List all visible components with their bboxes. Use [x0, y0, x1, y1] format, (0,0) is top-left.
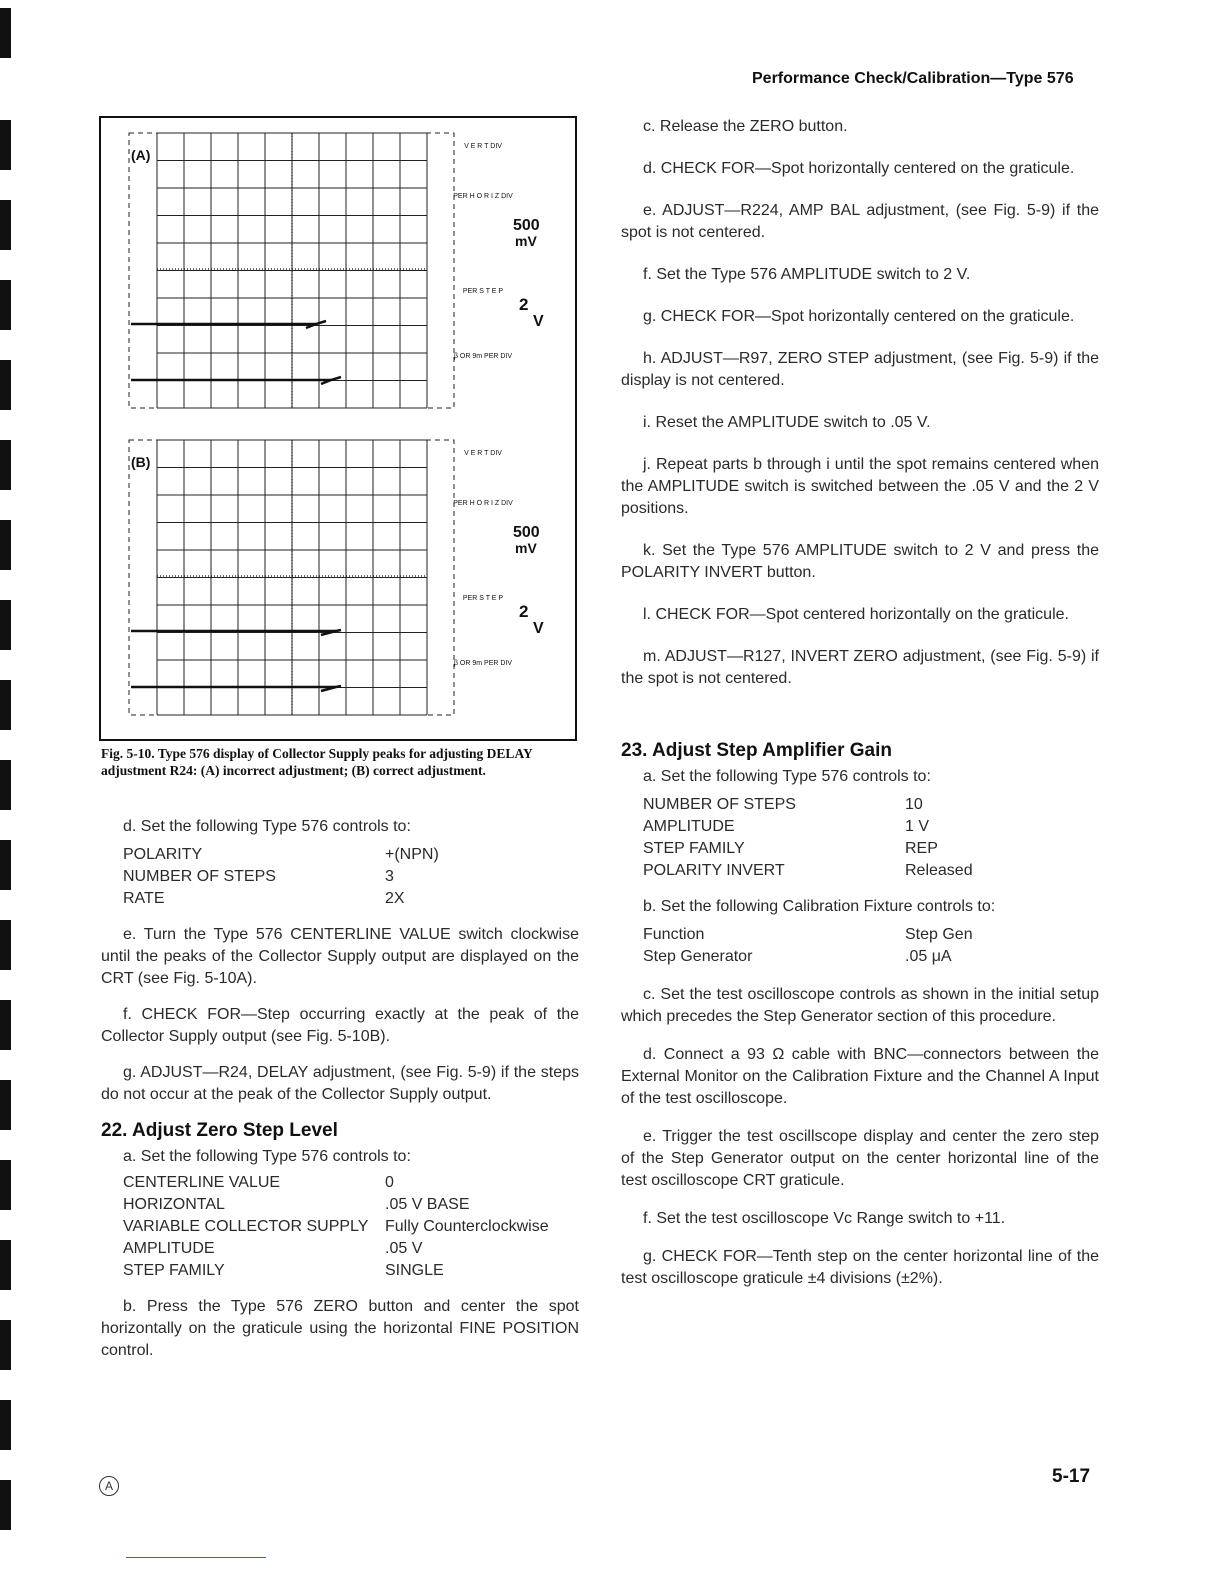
section-23-heading: 23. Adjust Step Amplifier Gain	[621, 740, 892, 761]
control-row	[643, 924, 973, 946]
binding-mark	[0, 200, 11, 250]
control-value: .05 V BASE	[385, 1196, 470, 1213]
step-a: a. Set the following Type 576 controls to:	[643, 768, 931, 785]
control-name: POLARITY	[123, 846, 203, 863]
vert-label: V E R T DIV	[464, 143, 502, 150]
binding-mark	[0, 120, 11, 170]
binding-mark	[0, 1160, 11, 1210]
control-value: 3	[385, 868, 394, 885]
readout-b	[453, 450, 544, 667]
section-22-heading: 22. Adjust Zero Step Level	[101, 1120, 338, 1141]
control-row	[643, 946, 973, 968]
binding-mark	[0, 1240, 11, 1290]
figure	[99, 116, 577, 741]
binding-mark	[0, 440, 11, 490]
control-row	[123, 844, 439, 866]
step-c: c. Release the ZERO button.	[643, 118, 848, 135]
step-f: f. CHECK FOR—Step occurring exactly at the peak of the Collector Supply output (see Fig. 5-10B).	[101, 1006, 579, 1045]
right-column	[621, 116, 1099, 1290]
control-row	[643, 838, 973, 860]
control-row	[123, 1216, 549, 1238]
horiz-value: 500	[513, 524, 540, 541]
readout-a	[453, 143, 544, 360]
binding-mark	[0, 360, 11, 410]
control-row	[643, 860, 973, 882]
control-value: 10	[905, 796, 923, 813]
step-j: j. Repeat parts b through i until the spot remains centered when the AMPLITUDE switch is switched between the .05 V and the 2 V positions.	[621, 456, 1099, 517]
binding-mark	[0, 840, 11, 890]
binding-mark	[0, 600, 11, 650]
control-row	[123, 1238, 549, 1260]
step-d: d. Connect a 93 Ω cable with BNC—connectors between the External Monitor on the Calibration Fixture and the Channel A Input of the test oscilloscope.	[621, 1046, 1099, 1107]
control-name: STEP FAMILY	[643, 840, 745, 857]
control-value: Released	[905, 862, 973, 879]
graticule-grid-b	[157, 440, 427, 715]
binding-mark	[0, 1480, 11, 1530]
step-f: f. Set the Type 576 AMPLITUDE switch to 2 V.	[643, 266, 971, 283]
horiz-unit: mV	[515, 233, 537, 249]
control-value: 2X	[385, 890, 405, 907]
left-column	[101, 816, 579, 1362]
step-f: f. Set the test oscilloscope Vc Range switch to +11.	[643, 1210, 1006, 1227]
step-d: d. Set the following Type 576 controls to:	[123, 818, 411, 835]
step-label: PER S T E P	[462, 288, 504, 295]
step-m: m. ADJUST—R127, INVERT ZERO adjustment, (see Fig. 5-9) if the spot is not centered.	[621, 648, 1099, 687]
horiz-label: PER H O R I Z DIV	[453, 500, 513, 507]
step-value: 2	[519, 295, 529, 314]
step-b: b. Press the Type 576 ZERO button and center the spot horizontally on the graticule using the horizontal FINE POSITION control.	[101, 1298, 579, 1359]
step-d: d. CHECK FOR—Spot horizontally centered on the graticule.	[643, 160, 1075, 177]
control-row	[643, 794, 973, 816]
graticule-grid-a	[157, 133, 427, 408]
control-name: CENTERLINE VALUE	[123, 1174, 281, 1191]
binding-mark	[0, 760, 11, 810]
step-g: g. ADJUST—R24, DELAY adjustment, (see Fig. 5-9) if the steps do not occur at the peak of the Collector Supply output.	[101, 1064, 579, 1103]
horiz-unit: mV	[515, 540, 537, 556]
control-value: REP	[905, 840, 938, 857]
control-name: HORIZONTAL	[123, 1196, 225, 1213]
step-unit: V	[533, 620, 544, 637]
page-number: 5-17	[1052, 1466, 1091, 1487]
step-c: c. Set the test oscilloscope controls as shown in the initial setup which precedes the Step Generator section of this procedure.	[621, 986, 1099, 1025]
bottom-rule	[126, 1557, 266, 1558]
control-value: .05 μA	[905, 948, 952, 965]
step-value: 2	[519, 602, 529, 621]
controls-table-d	[123, 844, 439, 910]
page-header: Performance Check/Calibration—Type 576	[752, 70, 1074, 87]
control-value: 1 V	[905, 818, 930, 835]
step-i: i. Reset the AMPLITUDE switch to .05 V.	[643, 414, 931, 431]
control-row	[123, 1194, 549, 1216]
control-name: STEP FAMILY	[123, 1262, 225, 1279]
figure-caption: Fig. 5-10. Type 576 display of Collector Supply peaks for adjusting DELAY adjustment R24: (A) incorrect adjustment; (B) correct adjustment.	[101, 746, 533, 778]
step-e: e. Turn the Type 576 CENTERLINE VALUE switch clockwise until the peaks of the Collector Supply output are displayed on the CRT (see Fig. 5-10A).	[101, 926, 579, 987]
binding-mark	[0, 1000, 11, 1050]
step-unit: V	[533, 313, 544, 330]
control-value: +(NPN)	[385, 846, 439, 863]
step-e: e. Trigger the test oscillscope display and center the zero step of the Step Generator output on the center horizontal line of the test oscilloscope CRT graticule.	[621, 1128, 1099, 1189]
control-value: 0	[385, 1174, 394, 1191]
binding-mark	[0, 280, 11, 330]
controls-table-23b	[643, 924, 973, 968]
display-a-label: (A)	[131, 147, 151, 163]
control-name: Function	[643, 926, 705, 943]
control-row	[123, 888, 439, 910]
binding-mark	[0, 920, 11, 970]
binding-mark	[0, 8, 11, 58]
control-name: POLARITY INVERT	[643, 862, 785, 879]
step-a: a. Set the following Type 576 controls to:	[123, 1148, 411, 1165]
control-name: VARIABLE COLLECTOR SUPPLY	[123, 1218, 369, 1235]
binding-mark	[0, 1080, 11, 1130]
step-e: e. ADJUST—R224, AMP BAL adjustment, (see Fig. 5-9) if the spot is not centered.	[621, 202, 1099, 241]
controls-table-22	[123, 1172, 549, 1282]
step-l: l. CHECK FOR—Spot centered horizontally on the graticule.	[643, 606, 1069, 623]
beta-label: β OR 9m PER DIV	[453, 353, 513, 360]
step-b: b. Set the following Calibration Fixture controls to:	[643, 898, 996, 915]
vert-label: V E R T DIV	[464, 450, 502, 457]
crt-display-a	[129, 133, 544, 408]
horiz-value: 500	[513, 217, 540, 234]
control-name: AMPLITUDE	[123, 1240, 215, 1257]
step-k: k. Set the Type 576 AMPLITUDE switch to 2 V and press the POLARITY INVERT button.	[621, 542, 1099, 581]
step-g: g. CHECK FOR—Spot horizontally centered on the graticule.	[643, 308, 1075, 325]
control-row	[123, 1260, 549, 1282]
control-value: .05 V	[385, 1240, 423, 1257]
beta-label: β OR 9m PER DIV	[453, 660, 513, 667]
horiz-label: PER H O R I Z DIV	[453, 193, 513, 200]
display-b-label: (B)	[131, 454, 151, 470]
control-row	[643, 816, 973, 838]
binding-mark	[0, 1320, 11, 1370]
step-g: g. CHECK FOR—Tenth step on the center horizontal line of the test oscilloscope graticule ±4 divisions (±2%).	[621, 1248, 1099, 1287]
control-row	[123, 866, 439, 888]
binding-mark	[0, 1400, 11, 1450]
crt-display-b	[129, 440, 544, 715]
step-label: PER S T E P	[462, 595, 504, 602]
control-value: Step Gen	[905, 926, 973, 943]
revision-mark: A	[99, 1476, 119, 1496]
control-value: SINGLE	[385, 1262, 444, 1279]
step-h: h. ADJUST—R97, ZERO STEP adjustment, (see Fig. 5-9) if the display is not centered.	[621, 350, 1099, 389]
control-name: NUMBER OF STEPS	[643, 796, 796, 813]
control-name: Step Generator	[643, 948, 753, 965]
binding-mark	[0, 520, 11, 570]
control-name: AMPLITUDE	[643, 818, 735, 835]
control-name: NUMBER OF STEPS	[123, 868, 276, 885]
control-value: Fully Counterclockwise	[385, 1218, 549, 1235]
controls-table-23a	[643, 794, 973, 882]
binding-mark	[0, 680, 11, 730]
control-row	[123, 1172, 549, 1194]
control-name: RATE	[123, 890, 165, 907]
